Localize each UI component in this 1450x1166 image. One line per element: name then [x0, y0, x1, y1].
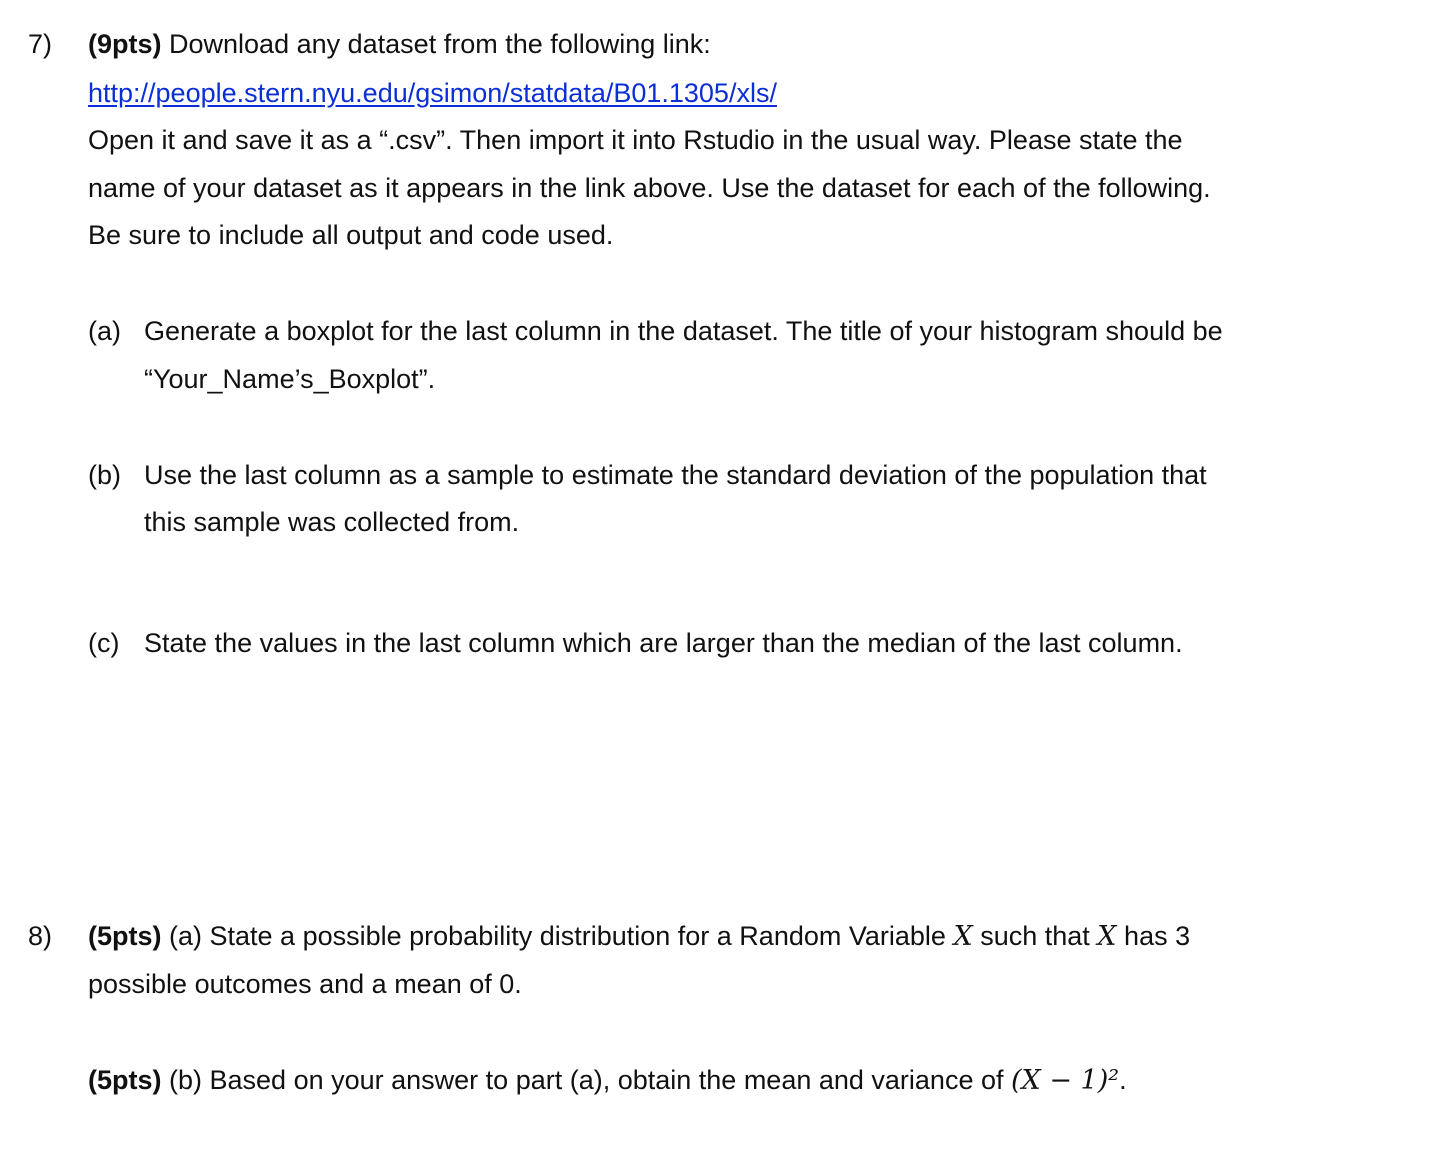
q8b-line: [88, 1062, 1127, 1099]
q8a-line1: [88, 918, 1190, 955]
q8a-text1: (a) State a possible probability distribution for a Random Variable: [169, 921, 946, 951]
q8b-points: (5pts): [88, 1065, 162, 1095]
q7-para-line3: Be sure to include all output and code used.: [88, 220, 614, 250]
q7-intro: Download any dataset from the following link:: [169, 29, 711, 59]
q8b-end: .: [1119, 1065, 1127, 1095]
dataset-link[interactable]: http://people.stern.nyu.edu/gsimon/statdata/B01.1305/xls/: [88, 78, 777, 108]
q8a-var-x-2: X: [1097, 921, 1117, 952]
q7a-line1: Generate a boxplot for the last column in the dataset. The title of your histogram should be: [144, 316, 1223, 346]
q8a-points: (5pts): [88, 921, 162, 951]
q7b-line1: Use the last column as a sample to estimate the standard deviation of the population that: [144, 460, 1207, 490]
q7-number: 7): [28, 29, 53, 59]
q8a-text3: has 3: [1124, 921, 1191, 951]
q7-para-line2: name of your dataset as it appears in the link above. Use the dataset for each of the following.: [88, 173, 1211, 203]
q7-intro-line: [88, 26, 711, 62]
q8b-text: (b) Based on your answer to part (a), obtain the mean and variance of: [169, 1065, 1004, 1095]
q7-points: (9pts): [88, 29, 162, 59]
q7-para-line1: Open it and save it as a “.csv”. Then import it into Rstudio in the usual way. Please state the: [88, 125, 1183, 155]
q7a-line2: “Your_Name’s_Boxplot”.: [144, 364, 436, 394]
q7c-line1: State the values in the last column which are larger than the median of the last column.: [144, 628, 1183, 658]
q8a-line2: possible outcomes and a mean of 0.: [88, 969, 522, 999]
q8b-expression: (X − 1)²: [1011, 1065, 1120, 1096]
q7a-label: (a): [88, 316, 121, 346]
q7b-line2: this sample was collected from.: [144, 507, 520, 537]
q7b-label: (b): [88, 460, 121, 490]
q7c-label: (c): [88, 628, 120, 658]
q7-link-line: [88, 75, 777, 111]
q8-number: 8): [28, 921, 53, 951]
q8a-var-x-1: X: [953, 921, 973, 952]
q8a-text2: such that: [980, 921, 1090, 951]
